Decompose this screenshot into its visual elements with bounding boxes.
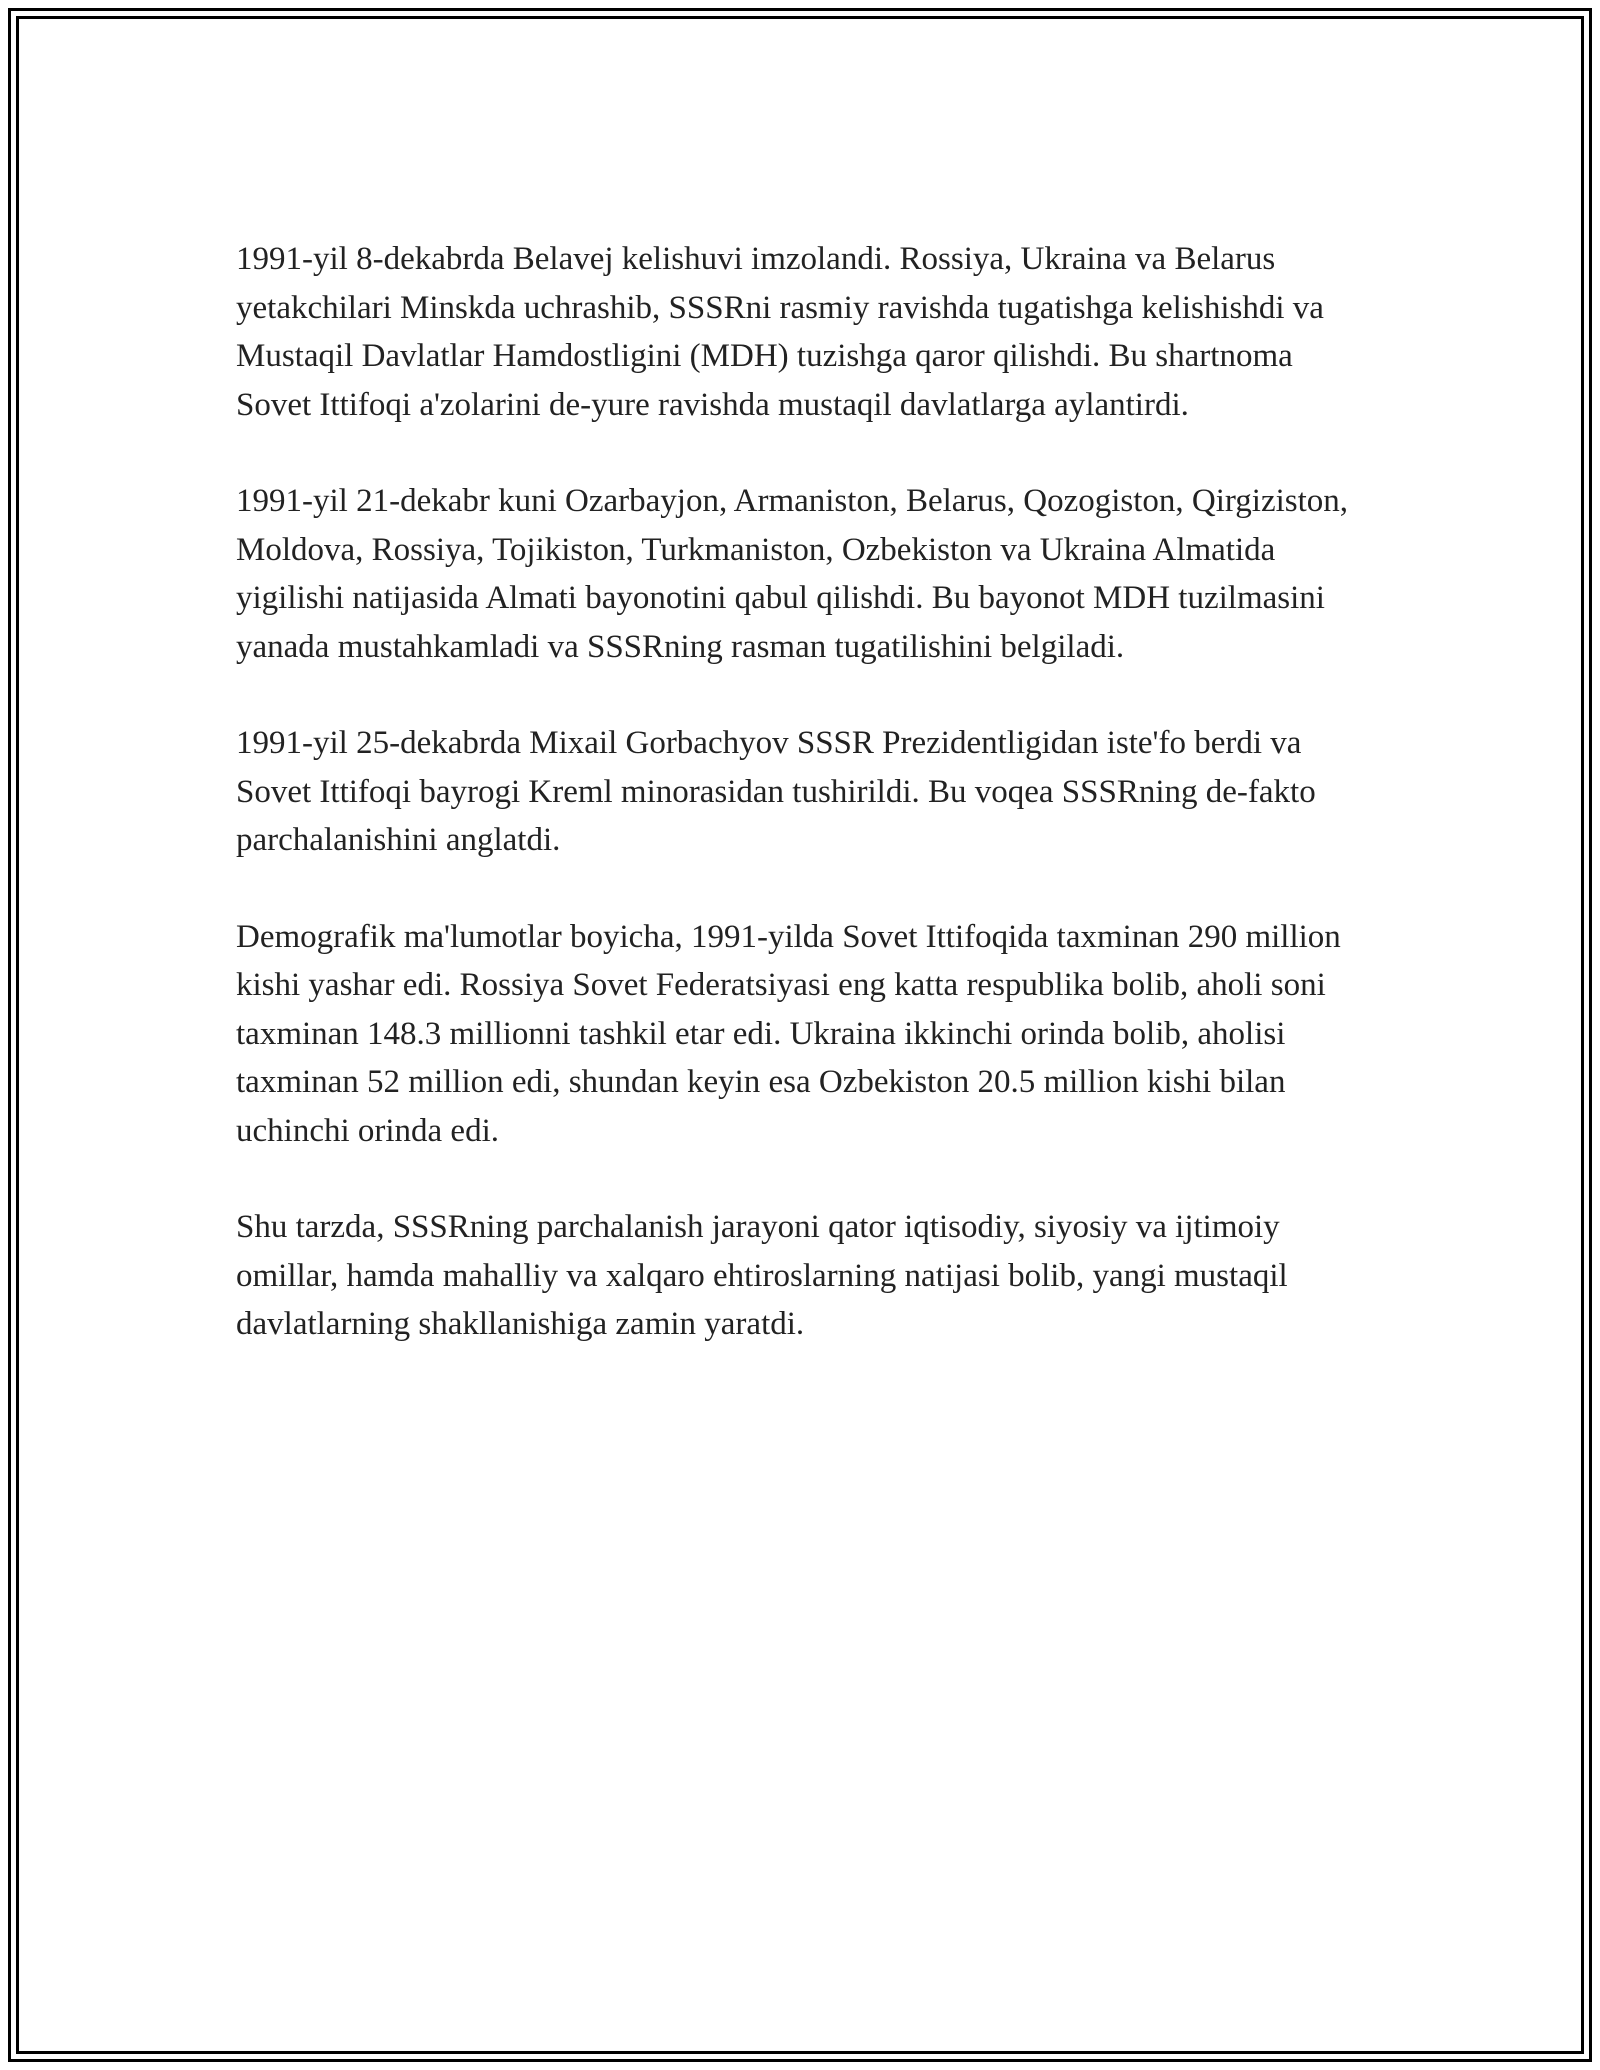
paragraph-conclusion: Shu tarzda, SSSRning parchalanish jarayoni qator iqtisodiy, siyosiy va ijtimoiy omillar, hamda mahalliy va xalqaro ehtiroslarning natijasi bolib, yangi mustaqil davlatlarning shakllanishiga zamin yaratdi. xyxy=(236,1209,1288,1342)
paragraph-belavej-agreement: 1991-yil 8-dekabrda Belavej kelishuvi imzolandi. Rossiya, Ukraina va Belarus yetakchilari Minskda uchrashib, SSSRni rasmiy ravishda tugatishga kelishishdi va Mustaqil Davlatlar Hamdostligini (MDH) tuzishga qaror qilishdi. Bu shartnoma Sovet Ittifoqi a'zolarini de-yure ravishda mustaqil davlatlarga aylantirdi. xyxy=(236,241,1324,423)
document-body xyxy=(236,235,1366,1397)
paragraph-gorbachev-resignation: 1991-yil 25-dekabrda Mixail Gorbachyov SSSR Prezidentligidan iste'fo berdi va Sovet Ittifoqi bayrogi Kreml minorasidan tushirildi. Bu voqea SSSRning de-fakto parchalanishini anglatdi. xyxy=(236,725,1316,858)
paragraph-demographics: Demografik ma'lumotlar boyicha, 1991-yilda Sovet Ittifoqida taxminan 290 million kishi yashar edi. Rossiya Sovet Federatsiyasi eng katta respublika bolib, aholi soni taxminan 148.3 millionni tashkil etar edi. Ukraina ikkinchi orinda bolib, aholisi taxminan 52 million edi, shundan keyin esa Ozbekiston 20.5 million kishi bilan uchinchi orinda edi. xyxy=(236,918,1341,1149)
paragraph-almaty-declaration: 1991-yil 21-dekabr kuni Ozarbayjon, Armaniston, Belarus, Qozogiston, Qirgiziston, Moldova, Rossiya, Tojikiston, Turkmaniston, Ozbekiston va Ukraina Almatida yigilishi natijasida Almati bayonotini qabul qilishdi. Bu bayonot MDH tuzilmasini yanada mustahkamladi va SSSRning rasman tugatilishini belgiladi. xyxy=(236,483,1349,665)
